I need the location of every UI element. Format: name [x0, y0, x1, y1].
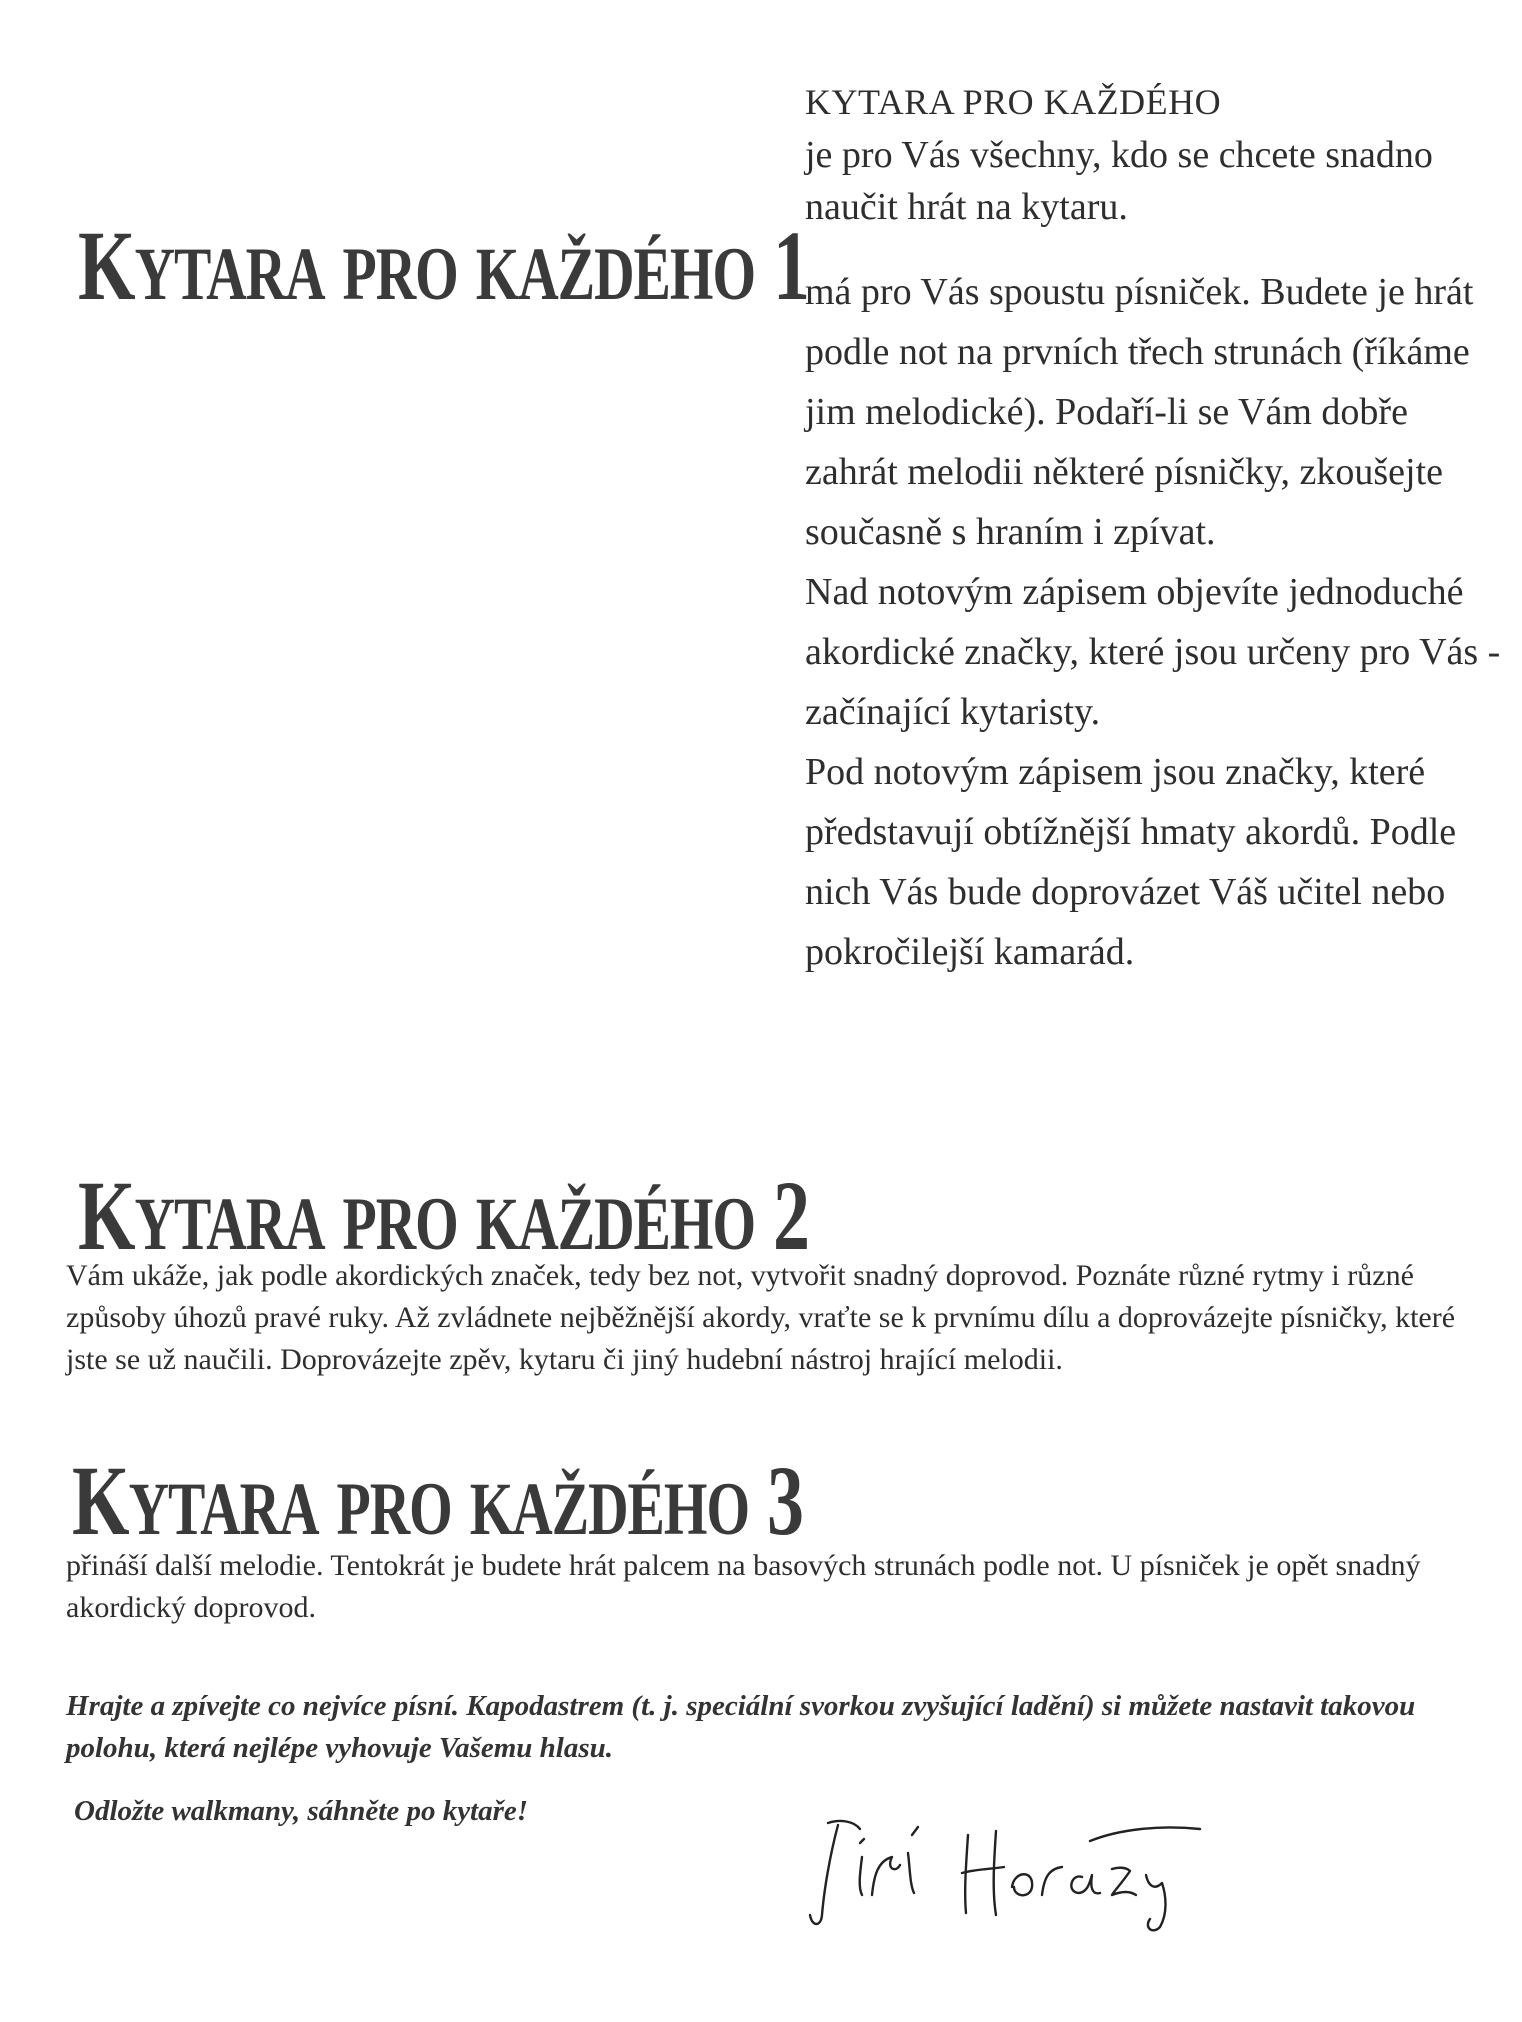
closing-advice: Hrajte a zpívejte co nejvíce písní. Kapodastrem (t. j. speciální svorkou zvyšující ladění) si můžete nastavit takovou polohu, která nejlépe vyhovuje Vašemu hlasu. — [66, 1690, 1416, 1764]
volume-1-paragraph: Nad notovým zápisem objevíte jednoduché akordické značky, které jsou určeny pro Vás - začínající kytaristy. — [805, 571, 1501, 733]
heading-word: YTARA — [128, 1467, 319, 1552]
volume-number: 2 — [773, 1161, 810, 1273]
heading-word: PRO — [336, 1467, 452, 1552]
volume-number: 1 — [773, 211, 810, 323]
heading-word: KAŽDÉHO — [475, 232, 756, 317]
intro-text: je pro Vás všechny, kdo se chcete snadno naučit hrát na kytaru. — [805, 134, 1433, 228]
volume-1-description — [805, 262, 1505, 982]
heading-initial: K — [72, 1446, 129, 1558]
heading-word: YTARA — [134, 1182, 325, 1267]
volume-number: 3 — [767, 1446, 804, 1558]
heading-word: PRO — [342, 232, 458, 317]
volume-1-paragraph: má pro Vás spoustu písniček. Budete je hrát podle not na prvních třech strunách (říkáme jim melodické). Podaří-li se Vám dobře zahrát melodii některé písničky, zkoušejte současně s hraním i zpívat. — [805, 271, 1474, 553]
heading-word: KAŽDÉHO — [475, 1182, 756, 1267]
heading-word: PRO — [342, 1182, 458, 1267]
intro-block — [805, 75, 1505, 233]
intro-title: KYTARA PRO KAŽDÉHO — [805, 82, 1222, 122]
heading-initial: K — [78, 1161, 135, 1273]
volume-3-description: přináší další melodie. Tentokrát je budete hrát palcem na basových strunách podle not. U písniček je opět snadný akordický doprovod. — [66, 1549, 1421, 1624]
heading-initial: K — [78, 211, 135, 323]
heading-word: KAŽDÉHO — [469, 1467, 750, 1552]
handwritten-signature — [800, 1795, 1220, 1945]
volume-2-description: Vám ukáže, jak podle akordických značek, tedy bez not, vytvořit snadný doprovod. Poznáte různé rytmy i různé způsoby úhozů pravé ruky. Až zvládnete nejběžnější akordy, vraťte se k prvnímu dílu a doprovázejte písničky, které jste se už naučili. Doprovázejte zpěv, kytaru či jiný hudební nástroj hrající melodii. — [66, 1259, 1456, 1376]
volume-1-paragraph: Pod notovým zápisem jsou značky, které představují obtížnější hmaty akordů. Podle nich Vás bude doprovázet Váš učitel nebo pokročilejší kamarád. — [805, 751, 1457, 973]
slogan: Odložte walkmany, sáhněte po kytaře! — [74, 1795, 529, 1827]
heading-volume-3 — [72, 1445, 803, 1560]
heading-word: YTARA — [134, 232, 325, 317]
heading-volume-1 — [78, 210, 809, 325]
